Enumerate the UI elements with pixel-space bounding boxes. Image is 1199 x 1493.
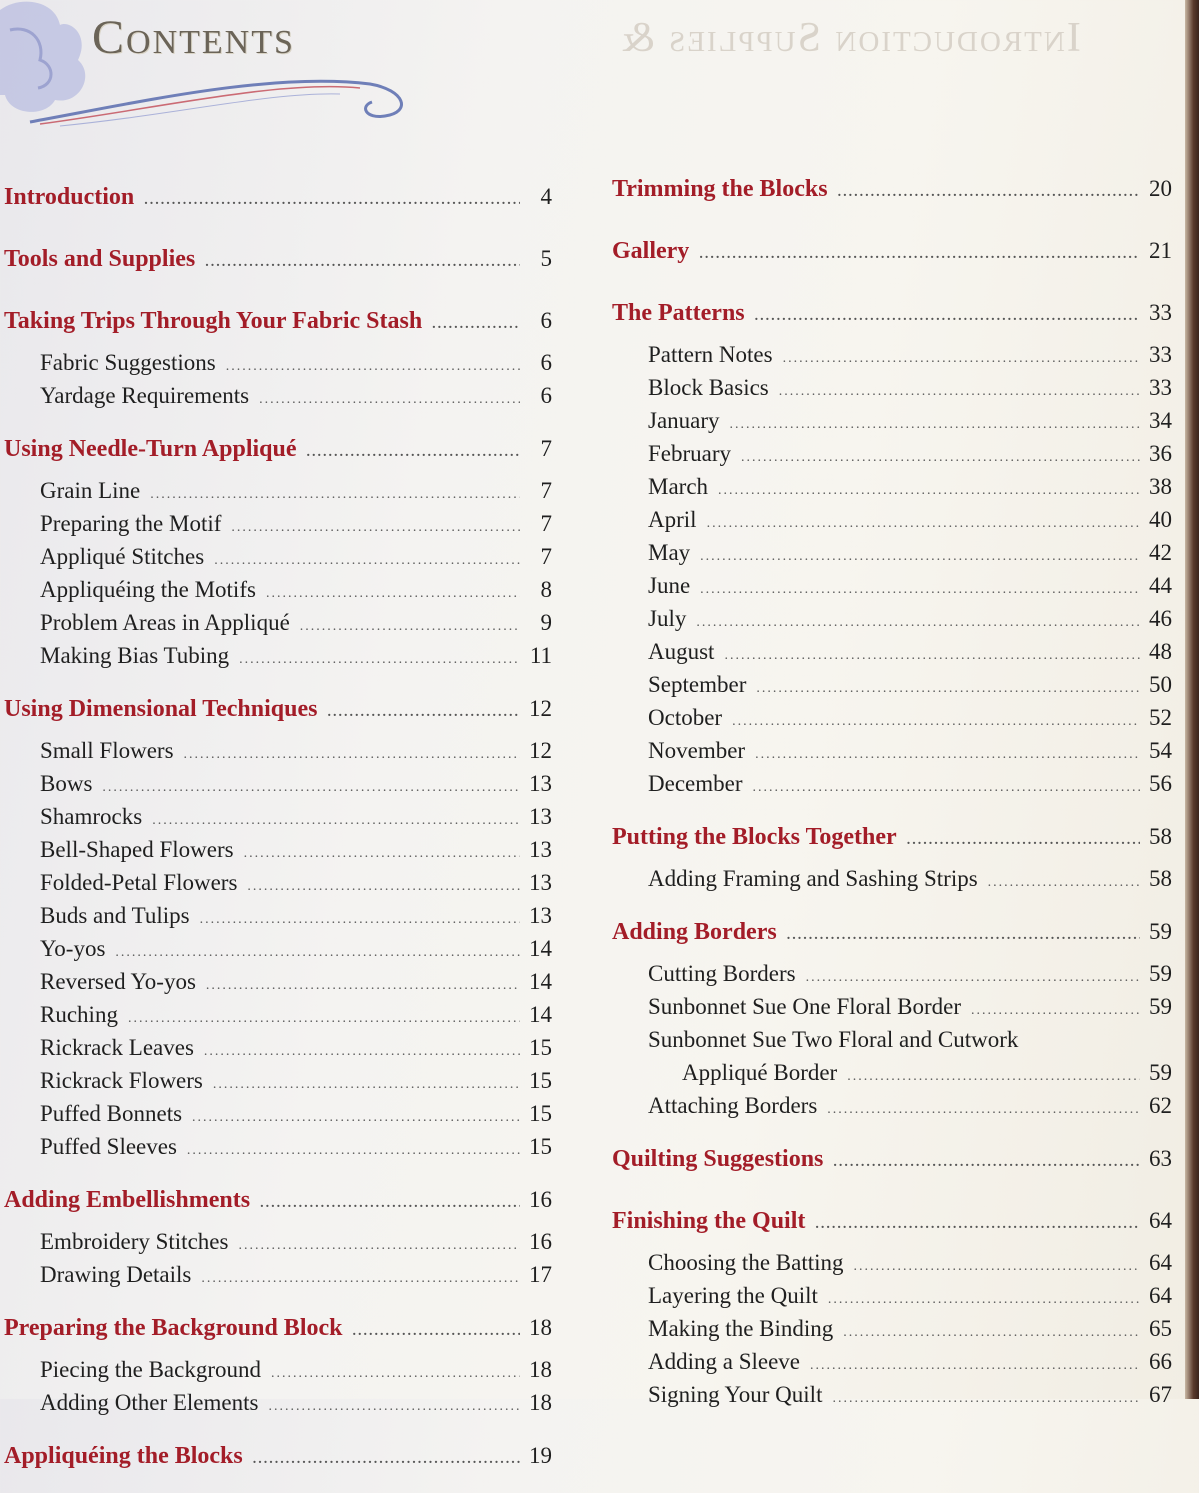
toc-section — [612, 226, 1172, 276]
page-number: 38 — [1149, 474, 1172, 499]
page-number: 9 — [540, 610, 552, 635]
toc-entry[interactable] — [4, 1258, 552, 1291]
page-number: 6 — [540, 350, 552, 375]
page-number: 13 — [529, 804, 552, 829]
toc-entry[interactable] — [4, 800, 552, 833]
toc-section — [612, 907, 1172, 1122]
toc-entry[interactable] — [612, 668, 1172, 701]
dot-leader — [700, 540, 1140, 573]
entry-label: Introduction — [4, 184, 135, 210]
toc-section-heading[interactable] — [612, 1196, 1172, 1246]
dot-leader — [833, 1138, 1140, 1188]
page-number: 56 — [1149, 771, 1172, 796]
toc-entry[interactable] — [4, 734, 552, 767]
dot-leader — [810, 1349, 1140, 1382]
toc-entry[interactable] — [612, 990, 1172, 1023]
entry-label: Gallery — [612, 238, 690, 264]
dot-leader — [205, 238, 520, 288]
page-number: 44 — [1149, 573, 1172, 598]
page-title: Contents — [92, 11, 295, 64]
toc-section — [4, 296, 552, 412]
page-edge — [1185, 0, 1199, 1399]
page-number: 4 — [540, 184, 552, 209]
dot-leader — [718, 474, 1140, 507]
entry-label: The Patterns — [612, 300, 745, 326]
entry-label: Putting the Blocks Together — [612, 824, 897, 850]
page-number: 18 — [529, 1390, 552, 1415]
entry-label: November — [648, 738, 746, 763]
entry-label: June — [648, 573, 691, 598]
dot-leader — [352, 1307, 520, 1357]
page-number: 7 — [540, 511, 552, 536]
dot-leader — [184, 738, 520, 771]
page-number: 42 — [1149, 540, 1172, 565]
dot-leader — [732, 705, 1140, 738]
dot-leader — [907, 816, 1140, 866]
dot-leader — [724, 639, 1140, 672]
toc-entry[interactable] — [4, 474, 552, 507]
entry-label: Fabric Suggestions — [40, 350, 216, 375]
page-number: 19 — [529, 1443, 552, 1468]
entry-label: Adding a Sleeve — [648, 1349, 801, 1374]
page-number: 46 — [1149, 606, 1172, 631]
dot-leader — [238, 1229, 520, 1262]
page-number: 33 — [1149, 342, 1172, 367]
entry-label: Puffed Bonnets — [40, 1101, 183, 1126]
toc-section — [4, 684, 552, 1163]
page-number: 7 — [540, 436, 552, 461]
toc-section-heading[interactable] — [4, 684, 552, 734]
dot-leader — [755, 292, 1140, 342]
toc-entry[interactable] — [612, 635, 1172, 668]
toc-section — [4, 424, 552, 672]
page-number: 15 — [529, 1101, 552, 1126]
entry-label: Making the Binding — [648, 1316, 834, 1341]
page-number: 8 — [540, 577, 552, 602]
entry-label: Adding Framing and Sashing Strips — [648, 866, 978, 891]
toc-entry[interactable] — [4, 932, 552, 965]
entry-label: August — [648, 639, 715, 664]
dot-leader — [307, 428, 520, 478]
toc-entry[interactable] — [4, 767, 552, 800]
page-number: 36 — [1149, 441, 1172, 466]
entry-label: Problem Areas in Appliqué — [40, 610, 290, 635]
toc-entry[interactable] — [612, 1279, 1172, 1312]
toc-entry[interactable] — [612, 1089, 1172, 1122]
page-number: 64 — [1149, 1208, 1172, 1233]
entry-label: Reversed Yo-yos — [40, 969, 196, 994]
dot-leader — [300, 610, 520, 643]
toc-entry[interactable] — [612, 371, 1172, 404]
entry-label: Bell-Shaped Flowers — [40, 837, 234, 862]
page-number: 6 — [540, 308, 552, 333]
entry-label: Preparing the Motif — [40, 511, 222, 536]
entry-label: Using Dimensional Techniques — [4, 696, 318, 722]
dot-leader — [730, 408, 1140, 441]
entry-label: September — [648, 672, 747, 697]
dot-leader — [779, 375, 1140, 408]
toc-entry[interactable] — [612, 569, 1172, 602]
page-number: 15 — [529, 1134, 552, 1159]
dot-leader — [266, 577, 520, 610]
entry-label: Buds and Tulips — [40, 903, 190, 928]
toc-section-heading[interactable] — [612, 907, 1172, 957]
entry-label: May — [648, 540, 691, 565]
toc-entry[interactable] — [612, 602, 1172, 635]
toc-section — [4, 234, 552, 284]
page-number: 54 — [1149, 738, 1172, 763]
dot-leader — [200, 903, 520, 936]
dot-leader — [827, 1093, 1140, 1126]
dot-leader — [260, 1179, 520, 1229]
page-number: 48 — [1149, 639, 1172, 664]
dot-leader — [268, 1390, 520, 1423]
page-number: 59 — [1149, 919, 1172, 944]
dot-leader — [187, 1134, 520, 1167]
toc-entry[interactable] — [4, 379, 552, 412]
dot-leader — [753, 771, 1141, 804]
page-number: 20 — [1149, 176, 1172, 201]
page-number: 5 — [540, 246, 552, 271]
toc-section-heading[interactable] — [4, 1303, 552, 1353]
entry-label: July — [648, 606, 687, 631]
entry-label: Shamrocks — [40, 804, 143, 829]
page-number: 13 — [529, 771, 552, 796]
toc-entry[interactable] — [612, 1345, 1172, 1378]
dot-leader — [231, 511, 520, 544]
dot-leader — [201, 1262, 520, 1295]
page-number: 63 — [1149, 1146, 1172, 1171]
dot-leader — [327, 688, 520, 738]
dot-leader — [192, 1101, 520, 1134]
dot-leader — [707, 507, 1140, 540]
toc-entry[interactable] — [612, 767, 1172, 800]
entry-label: Block Basics — [648, 375, 769, 400]
toc-entry[interactable] — [612, 1023, 1172, 1056]
toc-entry[interactable] — [4, 1386, 552, 1419]
toc-entry[interactable] — [612, 470, 1172, 503]
toc-entry[interactable] — [612, 1378, 1172, 1411]
page-number: 13 — [529, 837, 552, 862]
dot-leader — [815, 1200, 1140, 1250]
header — [0, 0, 600, 140]
toc-entry[interactable] — [4, 346, 552, 379]
entry-label: Appliquéing the Motifs — [40, 577, 256, 602]
toc-section-heading[interactable] — [4, 172, 552, 222]
entry-label: Rickrack Flowers — [40, 1068, 203, 1093]
dot-leader — [206, 969, 520, 1002]
dot-leader — [783, 342, 1140, 375]
toc-left-column — [4, 172, 552, 1493]
toc-entry[interactable] — [4, 639, 552, 672]
entry-label: Puffed Sleeves — [40, 1134, 177, 1159]
page-number: 16 — [529, 1187, 552, 1212]
page-number: 13 — [529, 870, 552, 895]
toc-right-column — [612, 164, 1172, 1423]
page-number: 14 — [529, 936, 552, 961]
toc-section — [612, 288, 1172, 800]
entry-label: Layering the Quilt — [648, 1283, 818, 1308]
entry-label: February — [648, 441, 732, 466]
dot-leader — [699, 230, 1140, 280]
entry-label: Using Needle-Turn Appliqué — [4, 436, 297, 462]
dot-leader — [843, 1316, 1140, 1349]
entry-label: Appliqué Stitches — [40, 544, 205, 569]
dot-leader — [828, 1283, 1140, 1316]
entry-label: Grain Line — [40, 478, 141, 503]
toc-entry[interactable] — [612, 404, 1172, 437]
dot-leader — [253, 1435, 520, 1485]
toc-entry[interactable] — [4, 1097, 552, 1130]
entry-label: Yo-yos — [40, 936, 106, 961]
entry-label: Pattern Notes — [648, 342, 773, 367]
entry-label: Sunbonnet Sue One Floral Border — [648, 994, 962, 1019]
entry-label: Finishing the Quilt — [612, 1208, 806, 1234]
page-number: 7 — [540, 544, 552, 569]
entry-label: Adding Embellishments — [4, 1187, 251, 1213]
toc-entry[interactable] — [612, 338, 1172, 371]
toc-section-heading[interactable] — [4, 1175, 552, 1225]
page-number: 59 — [1149, 994, 1172, 1019]
toc-entry[interactable] — [4, 1130, 552, 1163]
toc-section — [612, 1196, 1172, 1411]
page-number: 66 — [1149, 1349, 1172, 1374]
dot-leader — [239, 643, 520, 676]
entry-label: Sunbonnet Sue Two Floral and Cutwork — [648, 1027, 1019, 1052]
page-number: 62 — [1149, 1093, 1172, 1118]
toc-entry[interactable] — [4, 1064, 552, 1097]
entry-label: Drawing Details — [40, 1262, 192, 1287]
toc-entry[interactable] — [4, 899, 552, 932]
entry-label: Appliquéing the Blocks — [4, 1443, 243, 1469]
page-number: 18 — [529, 1357, 552, 1382]
page-number: 65 — [1149, 1316, 1172, 1341]
toc-entry[interactable] — [612, 701, 1172, 734]
dot-leader — [700, 573, 1140, 606]
dot-leader — [755, 738, 1140, 771]
toc-section — [4, 1175, 552, 1291]
dot-leader — [102, 771, 520, 804]
toc-entry[interactable] — [612, 734, 1172, 767]
toc-entry[interactable] — [4, 1225, 552, 1258]
entry-label: Choosing the Batting — [648, 1250, 844, 1275]
entry-label: Trimming the Blocks — [612, 176, 828, 202]
dot-leader — [214, 544, 520, 577]
toc-entry[interactable] — [612, 862, 1172, 895]
page-number: 64 — [1149, 1250, 1172, 1275]
toc-entry[interactable] — [4, 1353, 552, 1386]
dot-leader — [838, 168, 1140, 218]
entry-label: January — [648, 408, 720, 433]
dot-leader — [247, 870, 520, 903]
toc-section-heading[interactable] — [612, 288, 1172, 338]
entry-label: Bows — [40, 771, 93, 796]
page-number: 34 — [1149, 408, 1172, 433]
dot-leader — [244, 837, 520, 870]
toc-section-heading[interactable] — [4, 234, 552, 284]
toc-section — [4, 172, 552, 222]
page-number: 13 — [529, 903, 552, 928]
entry-label: Adding Borders — [612, 919, 777, 945]
toc-section-heading[interactable] — [612, 1134, 1172, 1184]
page-number: 12 — [529, 696, 552, 721]
page-number: 67 — [1149, 1382, 1172, 1407]
page-number: 33 — [1149, 375, 1172, 400]
page-number: 52 — [1149, 705, 1172, 730]
entry-label: March — [648, 474, 709, 499]
page-number: 12 — [529, 738, 552, 763]
dot-leader — [741, 441, 1140, 474]
dot-leader — [854, 1250, 1141, 1283]
entry-label: December — [648, 771, 743, 796]
toc-entry[interactable] — [612, 503, 1172, 536]
dot-leader — [144, 176, 520, 226]
toc-entry[interactable] — [4, 507, 552, 540]
entry-label: Adding Other Elements — [40, 1390, 259, 1415]
page-number: 17 — [529, 1262, 552, 1287]
dot-leader — [696, 606, 1140, 639]
toc-section — [4, 1431, 552, 1481]
toc-section-heading[interactable] — [4, 1431, 552, 1481]
page-number: 21 — [1149, 238, 1172, 263]
page-number: 14 — [529, 969, 552, 994]
page-number: 40 — [1149, 507, 1172, 532]
dot-leader — [432, 300, 520, 350]
entry-label: Attaching Borders — [648, 1093, 818, 1118]
entry-label: Folded-Petal Flowers — [40, 870, 238, 895]
toc-section — [612, 164, 1172, 214]
page-number: 58 — [1149, 824, 1172, 849]
toc-entry[interactable] — [4, 540, 552, 573]
dot-leader — [259, 383, 520, 416]
entry-label: Embroidery Stitches — [40, 1229, 229, 1254]
dot-leader — [787, 911, 1140, 961]
page-number: 15 — [529, 1068, 552, 1093]
dot-leader — [271, 1357, 520, 1390]
bleed-through-heading: Introduction Supplies & — [620, 15, 1081, 61]
dot-leader — [213, 1068, 520, 1101]
toc-entry[interactable] — [612, 957, 1172, 990]
toc-section-heading[interactable] — [4, 296, 552, 346]
entry-label: April — [648, 507, 697, 532]
page-number: 14 — [529, 1002, 552, 1027]
toc-entry[interactable] — [4, 965, 552, 998]
page-number: 11 — [529, 643, 552, 668]
page-number: 6 — [540, 383, 552, 408]
toc-entry[interactable] — [4, 606, 552, 639]
entry-label: Rickrack Leaves — [40, 1035, 194, 1060]
toc-entry[interactable] — [612, 1246, 1172, 1279]
page-number: 15 — [529, 1035, 552, 1060]
toc-section — [612, 1134, 1172, 1184]
page-number: 16 — [529, 1229, 552, 1254]
toc-entry[interactable] — [4, 573, 552, 606]
dot-leader — [847, 1060, 1140, 1093]
page-number: 7 — [540, 478, 552, 503]
toc-section — [612, 812, 1172, 895]
page-number: 50 — [1149, 672, 1172, 697]
toc-entry[interactable] — [612, 536, 1172, 569]
toc-entry[interactable] — [4, 866, 552, 899]
toc-section-heading[interactable] — [612, 164, 1172, 214]
entry-label: October — [648, 705, 723, 730]
page-number: 18 — [529, 1315, 552, 1340]
page-number: 59 — [1149, 1060, 1172, 1085]
toc-entry[interactable] — [4, 1031, 552, 1064]
dot-leader — [756, 672, 1140, 705]
entry-label: Tools and Supplies — [4, 246, 196, 272]
toc-entry[interactable] — [612, 1312, 1172, 1345]
entry-label: Ruching — [40, 1002, 118, 1027]
toc-entry[interactable] — [612, 1056, 1172, 1089]
dot-leader — [988, 866, 1140, 899]
dot-leader — [226, 350, 520, 383]
entry-label: Quilting Suggestions — [612, 1146, 824, 1172]
entry-label: Preparing the Background Block — [4, 1315, 343, 1341]
toc-section-heading[interactable] — [612, 812, 1172, 862]
page-number: 58 — [1149, 866, 1172, 891]
toc-section-heading[interactable] — [4, 424, 552, 474]
toc-entry[interactable] — [4, 833, 552, 866]
entry-label: Signing Your Quilt — [648, 1382, 823, 1407]
toc-entry[interactable] — [612, 437, 1172, 470]
entry-label: Piecing the Background — [40, 1357, 262, 1382]
entry-label: Cutting Borders — [648, 961, 796, 986]
toc-section — [4, 1303, 552, 1419]
toc-entry[interactable] — [4, 998, 552, 1031]
entry-label: Appliqué Border — [682, 1060, 838, 1085]
entry-label: Taking Trips Through Your Fabric Stash — [4, 308, 423, 334]
page-number: 33 — [1149, 300, 1172, 325]
dot-leader — [204, 1035, 520, 1068]
entry-label: Making Bias Tubing — [40, 643, 230, 668]
entry-label: Yardage Requirements — [40, 383, 250, 408]
page-number: 64 — [1149, 1283, 1172, 1308]
page-number: 59 — [1149, 961, 1172, 986]
toc-section-heading[interactable] — [612, 226, 1172, 276]
entry-label: Small Flowers — [40, 738, 174, 763]
